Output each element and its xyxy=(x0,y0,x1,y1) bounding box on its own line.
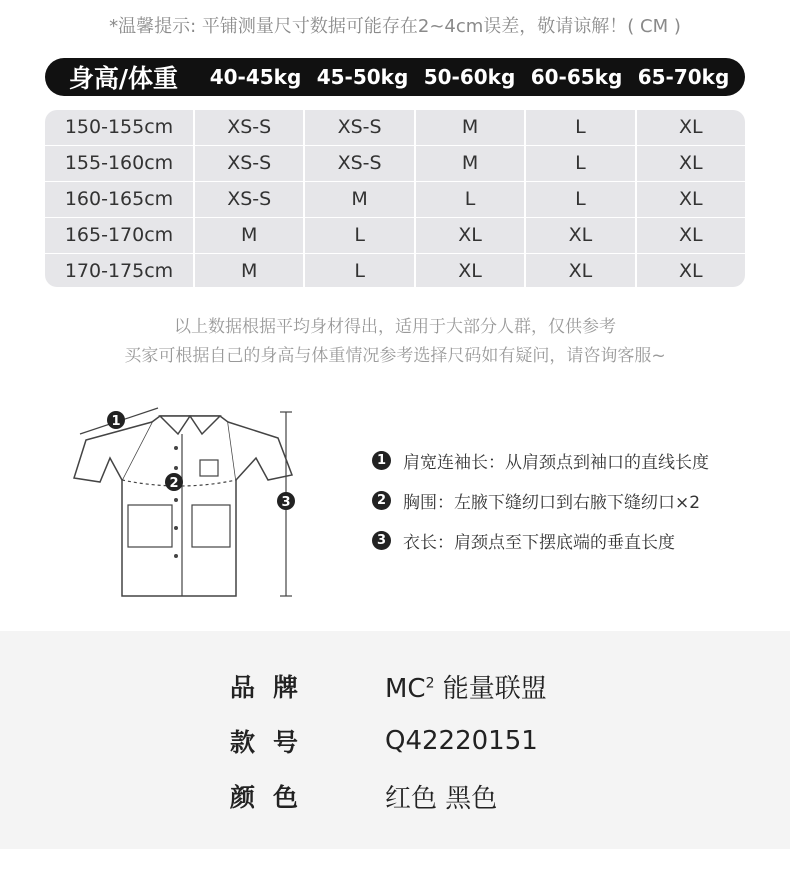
size-cell: XL xyxy=(635,218,745,253)
height-cell: 170-175cm xyxy=(64,260,174,282)
size-cell: XS-S xyxy=(193,110,303,145)
header-label: 身高/体重 xyxy=(68,64,179,93)
brand-value xyxy=(385,668,547,705)
color-label: 颜色 xyxy=(230,783,317,812)
height-cell: 155-160cm xyxy=(64,152,174,174)
legend-item xyxy=(372,520,709,560)
size-cell: XL xyxy=(635,110,745,145)
brand-row xyxy=(230,661,547,711)
size-cell: XS-S xyxy=(303,146,413,181)
table-row xyxy=(45,218,745,254)
size-cell: XL xyxy=(635,182,745,217)
note-line: 买家可根据自己的身高与体重情况参考选择尺码如有疑问，请咨询客服~ xyxy=(124,346,666,366)
size-cell: M xyxy=(303,182,413,217)
height-cell: 160-165cm xyxy=(64,188,174,210)
legend-number: 3 xyxy=(372,531,391,550)
size-cell: L xyxy=(414,182,524,217)
size-cell: L xyxy=(524,182,634,217)
legend-number: 1 xyxy=(372,451,391,470)
size-cell: L xyxy=(303,254,413,287)
size-cell: L xyxy=(524,146,634,181)
size-cell: M xyxy=(193,254,303,287)
garment-diagram xyxy=(60,400,310,600)
measurement-legend xyxy=(372,440,709,560)
size-cell: M xyxy=(414,110,524,145)
weight-column: 40-45kg xyxy=(209,65,302,89)
color-row xyxy=(230,771,497,821)
size-cell: L xyxy=(524,110,634,145)
legend-text: 胸围：左腋下缝纫口到右腋下缝纫口×2 xyxy=(403,492,701,513)
marker-2: 2 xyxy=(169,476,179,491)
model-value: Q42220151 xyxy=(385,726,538,756)
size-table xyxy=(45,110,745,287)
height-cell: 165-170cm xyxy=(64,224,174,246)
brand-name: MC xyxy=(385,673,426,704)
model-row xyxy=(230,716,538,766)
marker-1: 1 xyxy=(111,414,121,429)
size-cell: XL xyxy=(524,218,634,253)
size-cell: XL xyxy=(635,254,745,287)
brand-superscript: 2 xyxy=(425,674,435,691)
table-row xyxy=(45,110,745,146)
brand-suffix: 能量联盟 xyxy=(434,673,547,704)
weight-column: 50-60kg xyxy=(423,65,516,89)
size-cell: L xyxy=(303,218,413,253)
legend-number: 2 xyxy=(372,491,391,510)
table-row xyxy=(45,254,745,287)
table-row xyxy=(45,146,745,182)
color-value: 红色 黑色 xyxy=(385,783,498,814)
brand-label: 品牌 xyxy=(230,673,317,702)
size-cell: XS-S xyxy=(303,110,413,145)
size-cell: M xyxy=(193,218,303,253)
weight-column: 45-50kg xyxy=(316,65,409,89)
size-cell: XL xyxy=(635,146,745,181)
weight-column: 65-70kg xyxy=(637,65,730,89)
model-label: 款号 xyxy=(230,728,317,757)
measurement-tip: *温馨提示: 平铺测量尺寸数据可能存在2~4cm误差，敬请谅解！( CM ) xyxy=(109,16,681,37)
legend-text: 肩宽连袖长：从肩颈点到袖口的直线长度 xyxy=(403,452,709,473)
size-cell: XS-S xyxy=(193,146,303,181)
legend-item xyxy=(372,480,709,520)
size-cell: XS-S xyxy=(193,182,303,217)
marker-3: 3 xyxy=(281,495,291,510)
size-cell: XL xyxy=(414,218,524,253)
note-line: 以上数据根据平均身材得出，适用于大部分人群，仅供参考 xyxy=(174,317,616,337)
size-cell: XL xyxy=(414,254,524,287)
size-cell: XL xyxy=(524,254,634,287)
size-cell: M xyxy=(414,146,524,181)
weight-column: 60-65kg xyxy=(530,65,623,89)
legend-text: 衣长：肩颈点至下摆底端的垂直长度 xyxy=(403,532,675,553)
size-table-header xyxy=(45,58,745,96)
height-cell: 150-155cm xyxy=(64,116,174,138)
table-row xyxy=(45,182,745,218)
legend-item xyxy=(372,440,709,480)
